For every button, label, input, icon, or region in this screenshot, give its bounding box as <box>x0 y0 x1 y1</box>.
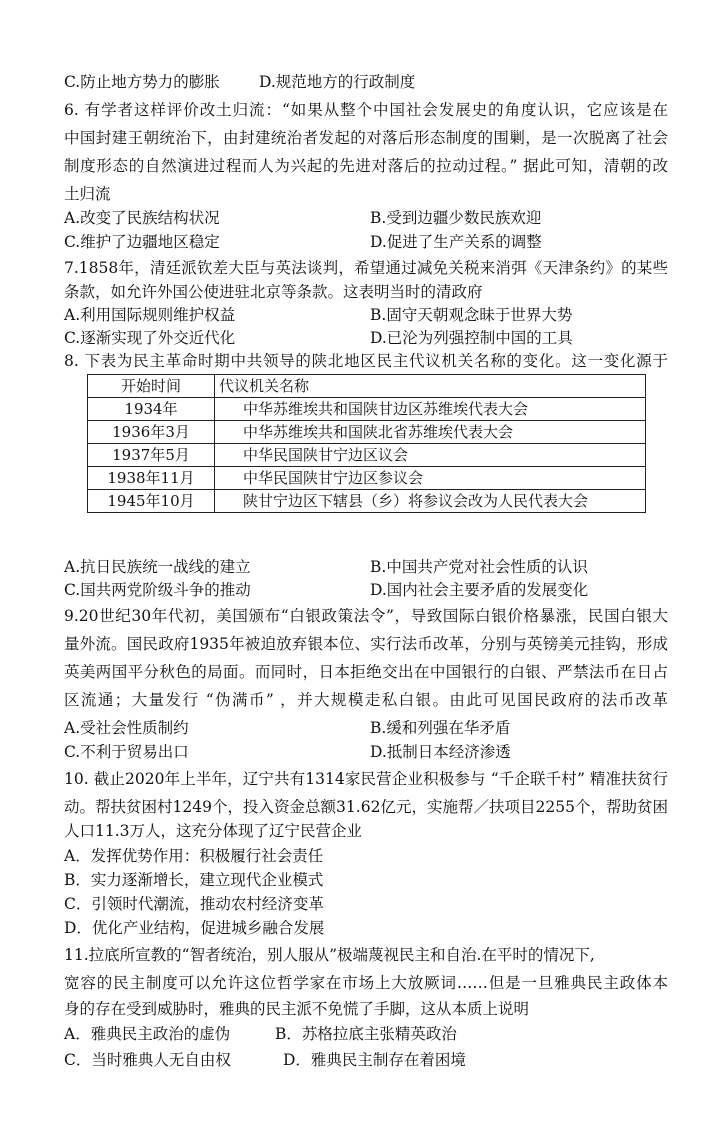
q10-stem-line2: 动。帮扶贫困村1249个，投入资金总额31.62亿元，实施帮／扶项目2255个，帮助贫困 <box>64 798 668 816</box>
q7-option-d: D.已沦为列强控制中国的工具 <box>370 329 573 347</box>
q9-option-d: D.抵制日本经济渗透 <box>370 743 511 761</box>
q6-option-b: B.受到边疆少数民族欢迎 <box>370 209 542 227</box>
q9-stem-line4: 区流通；大量发行 “伪满币” ，并大规模走私白银。由此可见国民政府的法币改革 <box>64 691 668 709</box>
table-cell-time: 1938年11月 <box>88 467 215 490</box>
table-cell-name: 陕甘宁边区下辖县（乡）将参议会改为人民代表大会 <box>215 490 646 513</box>
table-cell-time: 1936年3月 <box>88 421 215 444</box>
q9-option-b: B.缓和列强在华矛盾 <box>370 719 511 737</box>
q6-stem-line4: 土归流 <box>64 185 111 203</box>
q8-stem: 8. 下表为民主革命时期中共领导的陕北地区民主代议机关名称的变化。这一变化源于 <box>64 352 668 370</box>
q6-stem-line2: 中国封建王朝统治下，由封建统治者发起的对落后形态制度的围剿，是一次脱离了社会 <box>64 129 668 147</box>
q10-option-c: C．引领时代潮流，推动农村经济变革 <box>64 895 324 913</box>
q11-stem-line2: 宽容的民主制度可以允许这位哲学家在市场上大放厥词……但是一旦雅典民主政体本 <box>64 974 668 992</box>
table-header-council-name: 代议机关名称 <box>215 375 646 398</box>
table-cell-name: 中华苏维埃共和国陕甘边区苏维埃代表大会 <box>215 398 646 421</box>
q10-option-a: A．发挥优势作用：积极履行社会责任 <box>64 847 324 865</box>
q8-option-c: C.国共两党阶级斗争的推动 <box>64 581 251 599</box>
q9-stem-line1: 9.20世纪30年代初，美国颁布“白银政策法令”，导致国际白银价格暴涨，民国白银大 <box>64 607 668 625</box>
table-header-start-time: 开始时间 <box>88 375 215 398</box>
q6-stem-line1: 6. 有学者这样评价改土归流：“如果从整个中国社会发展史的角度认识，它应该是在 <box>64 101 668 119</box>
q6-stem-line3: 制度形态的自然演进过程而人为兴起的先进对落后的拉动过程。” 据此可知，清朝的改 <box>64 157 668 175</box>
q11-stem-line1: 11.拉底所宣教的“智者统治，别人服从”极端蔑视民主和自治.在平时的情况下, <box>64 946 595 964</box>
q10-option-b: B．实力逐渐增长，建立现代企业模式 <box>64 871 324 889</box>
q8-option-a: A.抗日民族统一战线的建立 <box>64 558 251 576</box>
table-row <box>88 421 646 444</box>
table-cell-name: 中华苏维埃共和国陕北省苏维埃代表大会 <box>215 421 646 444</box>
q11-option-a: A．雅典民主政治的虚伪 <box>64 1025 231 1043</box>
table-header-row <box>88 375 646 398</box>
q5-option-d: D.规范地方的行政制度 <box>259 73 416 91</box>
q6-option-d: D.促进了生产关系的调整 <box>370 233 542 251</box>
q9-stem-line2: 量外流。国民政府1935年被迫放弃银本位、实行法币改革，分别与英镑美元挂钩，形成 <box>64 635 668 653</box>
q6-option-c: C.维护了边疆地区稳定 <box>64 233 220 251</box>
q9-stem-line3: 英美两国平分秋色的局面。而同时，日本拒绝交出在中国银行的白银、严禁法币在日占 <box>64 663 668 681</box>
q5-option-c: C.防止地方势力的膨胀 <box>64 73 220 91</box>
q6-option-a: A.改变了民族结构状况 <box>64 209 220 227</box>
q7-option-b: B.固守天朝观念昧于世界大势 <box>370 306 573 324</box>
table-cell-time: 1937年5月 <box>88 444 215 467</box>
q8-option-d: D.国内社会主要矛盾的发展变化 <box>370 581 589 599</box>
table-cell-time: 1945年10月 <box>88 490 215 513</box>
q11-option-b: B．苏格拉底主张精英政治 <box>275 1025 457 1043</box>
q7-option-c: C.逐渐实现了外交近代化 <box>64 329 236 347</box>
q7-stem-line2: 条款，如允许外国公使进驻北京等条款。这表明当时的清政府 <box>64 283 483 301</box>
table-cell-name: 中华民国陕甘宁边区议会 <box>215 444 646 467</box>
table-row <box>88 444 646 467</box>
table-row <box>88 398 646 421</box>
table-cell-time: 1934年 <box>88 398 215 421</box>
q10-option-d: D．优化产业结构，促进城乡融合发展 <box>64 919 325 937</box>
q8-option-b: B.中国共产党对社会性质的认识 <box>370 558 588 576</box>
q11-option-c: C．当时雅典人无自由权 <box>64 1051 231 1069</box>
q11-option-d: D．雅典民主制存在着困境 <box>283 1051 466 1069</box>
q7-option-a: A.利用国际规则维护权益 <box>64 306 236 324</box>
table-row <box>88 490 646 513</box>
q10-stem-line3: 人口11.3万人，这充分体现了辽宁民营企业 <box>64 822 363 840</box>
table-cell-name: 中华民国陕甘宁边区参议会 <box>215 467 646 490</box>
q9-option-a: A.受社会性质制约 <box>64 719 189 737</box>
q11-stem-line3: 身的存在受到威胁时，雅典的民主派不免慌了手脚，这从本质上说明 <box>64 1000 530 1018</box>
table-row <box>88 467 646 490</box>
q10-stem-line1: 10. 截止2020年上半年，辽宁共有1314家民营企业积极参与 “千企联千村” 精准扶贫行 <box>64 770 668 788</box>
q9-option-c: C.不利于贸易出口 <box>64 743 189 761</box>
q7-stem-line1: 7.1858年，清廷派钦差大臣与英法谈判，希望通过减免关税来消弭《天津条约》的某些 <box>64 259 668 277</box>
council-names-table <box>87 374 646 513</box>
